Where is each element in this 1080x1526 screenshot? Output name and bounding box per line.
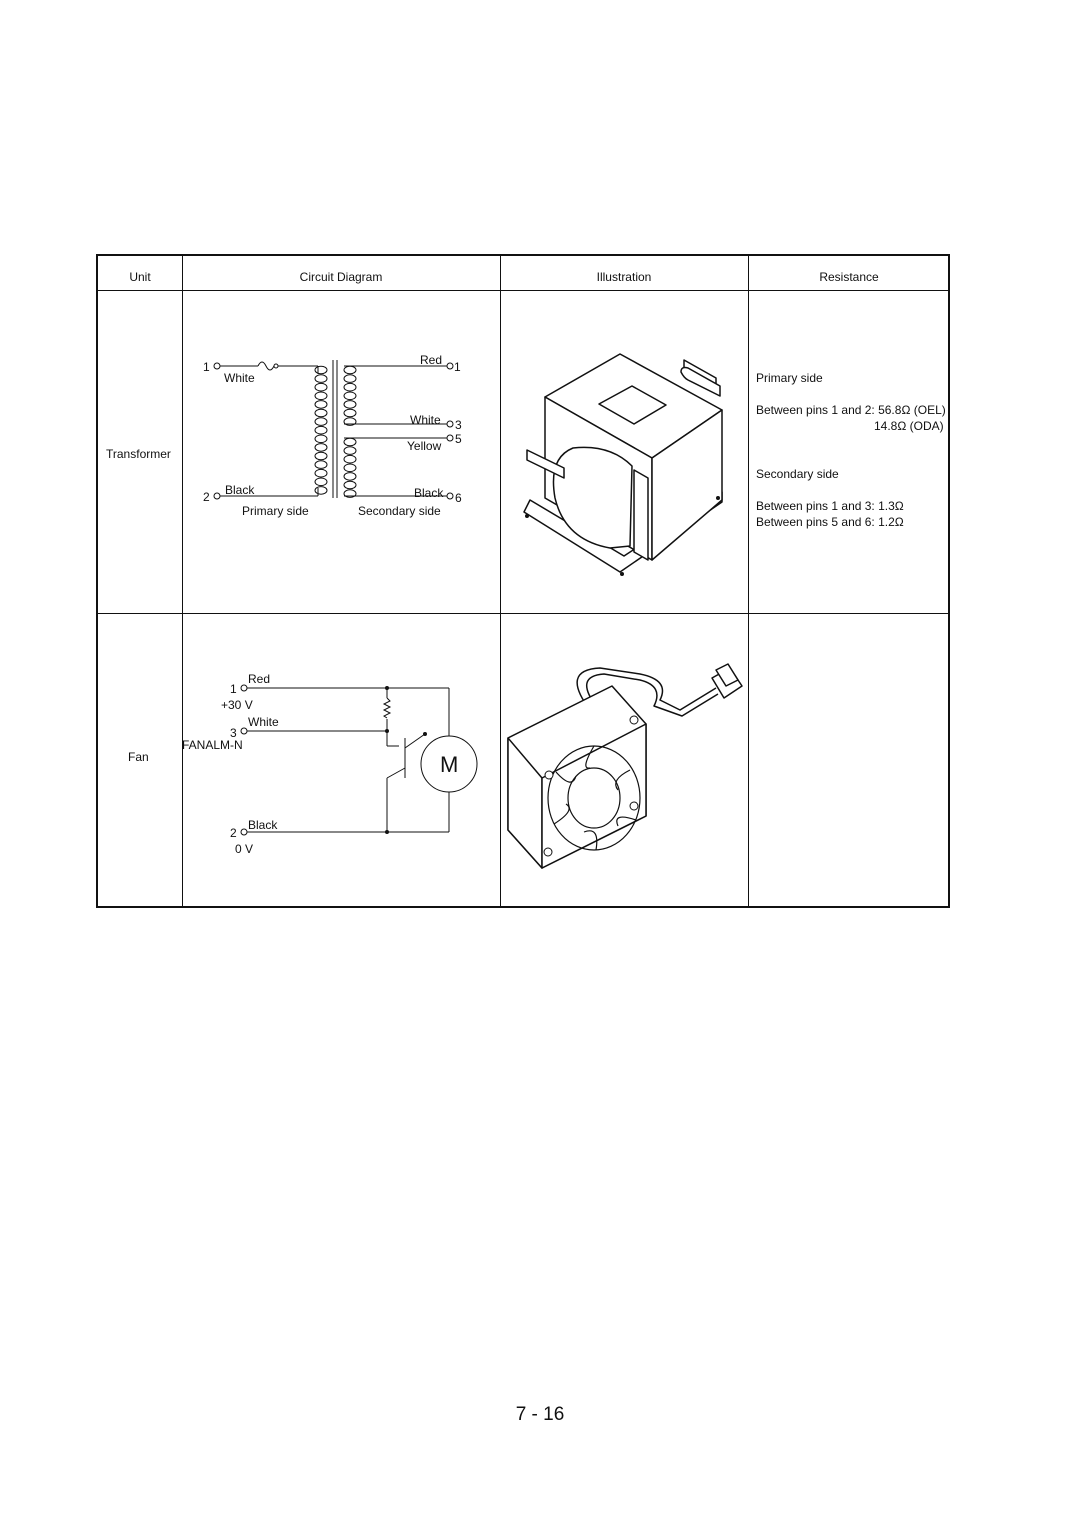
unit-fan: Fan xyxy=(128,750,149,764)
fan-fanalm-label: FANALM-N xyxy=(182,738,243,752)
fan-pin2: 2 xyxy=(230,826,237,840)
transformer-pin1-right: 1 xyxy=(454,360,461,374)
transformer-pin6-right: 6 xyxy=(455,491,462,505)
resistance-secondary-line1: Between pins 1 and 3: 1.3Ω xyxy=(756,499,904,513)
motor-symbol-label: M xyxy=(440,752,459,777)
resistance-secondary-line2: Between pins 5 and 6: 1.2Ω xyxy=(756,515,904,529)
fan-30v-label: +30 V xyxy=(221,698,253,712)
resistance-primary-heading: Primary side xyxy=(756,371,823,385)
transformer-red-right: Red xyxy=(420,353,443,367)
fan-pin3: 3 xyxy=(230,726,237,740)
transformer-primary-caption: Primary side xyxy=(242,504,309,518)
resistance-secondary-heading: Secondary side xyxy=(756,467,839,481)
header-resistance: Resistance xyxy=(819,270,879,284)
fan-pin1: 1 xyxy=(230,682,237,696)
transformer-white-left: White xyxy=(224,371,255,385)
transformer-black-left: Black xyxy=(225,483,255,497)
resistance-primary-line2: 14.8Ω (ODA) xyxy=(874,419,944,433)
transformer-yellow-right: Yellow xyxy=(407,439,442,453)
transformer-white-right: White xyxy=(410,413,441,427)
unit-transformer: Transformer xyxy=(106,447,171,461)
header-circuit-diagram: Circuit Diagram xyxy=(299,270,383,284)
transformer-pin1-left: 1 xyxy=(203,360,210,374)
transformer-black-right: Black xyxy=(414,486,444,500)
fan-red-label: Red xyxy=(248,672,271,686)
transformer-pin2-left: 2 xyxy=(203,490,210,504)
fan-black-label: Black xyxy=(248,818,278,832)
fan-0v-label: 0 V xyxy=(235,842,254,856)
transformer-secondary-caption: Secondary side xyxy=(358,504,441,518)
header-illustration: Illustration xyxy=(596,270,652,284)
page-number: 7 - 16 xyxy=(515,1404,565,1425)
resistance-primary-line1: Between pins 1 and 2: 56.8Ω (OEL) xyxy=(756,403,946,417)
header-unit: Unit xyxy=(129,270,151,284)
fan-white-label: White xyxy=(248,715,279,729)
transformer-pin5-right: 5 xyxy=(455,432,462,446)
transformer-pin3-right: 3 xyxy=(455,418,462,432)
